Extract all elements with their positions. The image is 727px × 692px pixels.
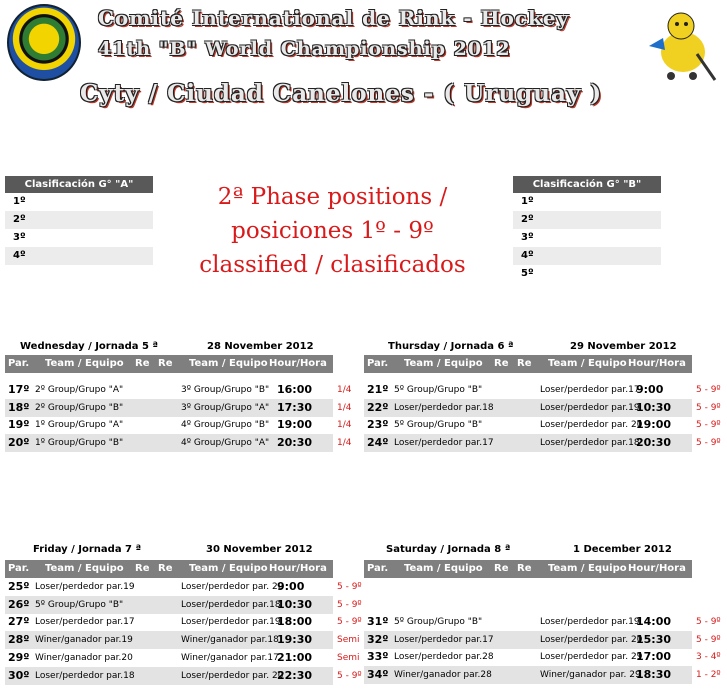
- match-row: [364, 631, 721, 649]
- phase-line-2: posiciones 1º - 9º: [231, 218, 434, 244]
- match-hour: 17:00: [636, 650, 672, 663]
- column-header: [5, 560, 333, 578]
- match-number: 20º: [8, 435, 30, 449]
- match-note: 1/4: [337, 437, 352, 448]
- match-note: 1/4: [337, 385, 352, 395]
- column-header: [364, 355, 692, 373]
- match-note: 3 - 4º: [696, 652, 721, 662]
- column-header: [364, 560, 692, 578]
- day-title: Wednesday / Jornada 5 ª: [20, 341, 159, 352]
- match-hour: 20:30: [636, 435, 672, 449]
- phase-line-3: classified / clasificados: [199, 252, 466, 278]
- day-date: 30 November 2012: [206, 544, 313, 555]
- match-hour: 9:00: [277, 580, 305, 593]
- group-a-row: 3º: [13, 232, 26, 243]
- day-date: 29 November 2012: [570, 341, 677, 352]
- match-hour: 18:00: [277, 615, 313, 629]
- col-par: Par.: [8, 563, 30, 574]
- col-hour: Hour/Hora: [628, 563, 686, 574]
- home-team: Loser/perdedor par.17: [394, 634, 494, 645]
- match-hour: 16:00: [277, 383, 313, 396]
- cirh-logo: [7, 4, 81, 81]
- match-number: 17º: [8, 383, 30, 396]
- home-team: 5º Group/Grupo "B": [35, 599, 124, 610]
- col-re: Re: [517, 358, 532, 369]
- match-hour: 19:00: [277, 418, 313, 431]
- group-b-row: 4º: [513, 247, 661, 265]
- group-a-standings: [5, 176, 153, 265]
- match-number: 32º: [367, 632, 389, 646]
- header-line-3: Cyty / Ciudad Canelones - ( Uruguay ): [80, 80, 603, 107]
- match-number: 23º: [367, 418, 389, 431]
- col-re: Re: [158, 563, 173, 574]
- match-number: 24º: [367, 435, 389, 449]
- match-hour: 18:30: [636, 667, 672, 681]
- col-team: Team / Equipo: [45, 358, 124, 369]
- match-row: [5, 578, 362, 596]
- match-note: 5 - 9º: [337, 582, 362, 592]
- col-par: Par.: [8, 358, 30, 369]
- home-team: Winer/ganador par.28: [394, 669, 492, 680]
- home-team: Loser/perdedor par.17: [35, 617, 135, 628]
- phase-caption: [180, 180, 485, 282]
- group-a-title: Clasificación G° "A": [5, 176, 153, 193]
- home-team: 1º Group/Grupo "B": [35, 437, 124, 448]
- home-team: 5º Group/Grupo "B": [394, 385, 483, 395]
- away-team: Loser/perdedor par.19: [181, 617, 281, 628]
- away-team: Winer/ganador par.17: [181, 652, 279, 663]
- day-title: Thursday / Jornada 6 ª: [388, 341, 514, 352]
- col-team: Team / Equipo: [548, 358, 627, 369]
- match-row: [5, 649, 360, 667]
- match-note: 5 - 9º: [696, 617, 721, 627]
- col-team: Team / Equipo: [548, 563, 627, 574]
- home-team: Loser/perdedor par.28: [394, 652, 494, 662]
- match-note: 5 - 9º: [337, 599, 362, 610]
- group-b-title: Clasificación G° "B": [513, 176, 661, 193]
- match-number: 18º: [8, 400, 30, 414]
- col-team: Team / Equipo: [404, 358, 483, 369]
- group-a-row: 2º: [5, 211, 153, 229]
- home-team: 2º Group/Grupo "B": [35, 402, 124, 413]
- away-team: Winer/ganador par. 29: [540, 669, 641, 680]
- match-number: 30º: [8, 668, 30, 682]
- away-team: Loser/perdedor par.19: [540, 402, 640, 413]
- match-row: [364, 613, 721, 631]
- day-title: Friday / Jornada 7 ª: [33, 544, 142, 555]
- group-b-row: 5º: [521, 268, 534, 279]
- match-hour: 9:00: [636, 383, 664, 396]
- col-hour: Hour/Hora: [628, 358, 686, 369]
- away-team: 3º Group/Grupo "A": [181, 402, 270, 413]
- home-team: Loser/perdedor par.17: [394, 437, 494, 448]
- col-par: Par.: [367, 358, 389, 369]
- group-b-row: 2º: [513, 211, 661, 229]
- col-hour: Hour/Hora: [269, 563, 327, 574]
- away-team: Loser/perdedor par. 20: [181, 670, 284, 681]
- away-team: Loser/perdedor par. 20: [181, 582, 284, 592]
- column-header: [5, 355, 333, 373]
- header-line-2: 41th "B" World Championship 2012: [98, 38, 511, 60]
- match-note: 5 - 9º: [696, 420, 721, 430]
- match-hour: 21:00: [277, 650, 313, 664]
- col-hour: Hour/Hora: [269, 358, 327, 369]
- home-team: Winer/ganador par.20: [35, 652, 133, 663]
- away-team: 3º Group/Grupo "B": [181, 385, 270, 395]
- match-number: 25º: [8, 580, 30, 593]
- match-row: [364, 434, 721, 452]
- day-date: 1 December 2012: [573, 544, 672, 555]
- day-title: Saturday / Jornada 8 ª: [386, 544, 511, 555]
- match-hour: 14:00: [636, 615, 672, 628]
- match-row: [5, 613, 362, 631]
- col-re: Re: [494, 358, 509, 369]
- match-number: 21º: [367, 383, 389, 396]
- match-note: 1 - 2º: [696, 669, 721, 680]
- away-team: Loser/perdedor par.18: [181, 599, 281, 610]
- group-a-row: 1º: [13, 196, 26, 207]
- home-team: 1º Group/Grupo "A": [35, 420, 124, 430]
- match-note: 1/4: [337, 402, 352, 413]
- match-note: 5 - 9º: [696, 402, 721, 413]
- match-hour: 22:30: [277, 668, 313, 682]
- away-team: Loser/perdedor par. 29: [540, 652, 643, 662]
- match-row: [5, 667, 362, 685]
- col-team: Team / Equipo: [404, 563, 483, 574]
- match-number: 27º: [8, 615, 30, 629]
- home-team: 5º Group/Grupo "B": [394, 617, 483, 627]
- match-number: 31º: [367, 615, 389, 628]
- match-row: [5, 596, 362, 614]
- match-hour: 20:30: [277, 435, 313, 449]
- match-note: 5 - 9º: [337, 670, 362, 681]
- home-team: Winer/ganador par.19: [35, 635, 133, 646]
- match-number: 34º: [367, 667, 389, 681]
- away-team: Loser/perdedor par.19: [540, 617, 640, 627]
- match-hour: 10:30: [636, 400, 672, 414]
- match-row: [364, 666, 721, 684]
- match-row: [364, 648, 721, 666]
- match-hour: 19:00: [636, 418, 672, 431]
- match-note: 5 - 9º: [696, 634, 721, 645]
- match-hour: 10:30: [277, 597, 313, 611]
- match-hour: 19:30: [277, 633, 313, 647]
- col-par: Par.: [367, 563, 389, 574]
- home-team: 5º Group/Grupo "B": [394, 420, 483, 430]
- header-line-1: Comité International de Rink - Hockey: [98, 6, 570, 30]
- home-team: Loser/perdedor par.19: [35, 582, 135, 592]
- col-team: Team / Equipo: [45, 563, 124, 574]
- match-row: [5, 399, 352, 417]
- away-team: Loser/perdedor par. 20: [540, 634, 643, 645]
- group-a-row: 4º: [5, 247, 153, 265]
- match-note: Semi: [337, 635, 360, 646]
- match-row: [5, 381, 352, 399]
- col-re: Re: [517, 563, 532, 574]
- match-hour: 15:30: [636, 632, 672, 646]
- match-note: 5 - 9º: [337, 617, 362, 628]
- match-hour: 17:30: [277, 400, 313, 414]
- home-team: Loser/perdedor par.18: [35, 670, 135, 681]
- match-number: 22º: [367, 400, 389, 414]
- group-b-row: 1º: [521, 196, 534, 207]
- col-re: Re: [135, 563, 150, 574]
- home-team: 2º Group/Grupo "A": [35, 385, 124, 395]
- col-re: Re: [494, 563, 509, 574]
- match-row: [5, 631, 360, 649]
- match-note: 1/4: [337, 420, 352, 430]
- col-team: Team / Equipo: [189, 358, 268, 369]
- away-team: 4º Group/Grupo "A": [181, 437, 270, 448]
- away-team: Winer/ganador par.18: [181, 635, 279, 646]
- group-b-row: 3º: [521, 232, 534, 243]
- match-note: Semi: [337, 652, 360, 663]
- col-re: Re: [158, 358, 173, 369]
- match-note: 5 - 9º: [696, 385, 721, 395]
- match-number: 19º: [8, 418, 30, 431]
- home-team: Loser/perdedor par.18: [394, 402, 494, 413]
- match-number: 33º: [367, 650, 389, 663]
- phase-line-1: 2ª Phase positions /: [217, 184, 448, 210]
- match-row: [364, 381, 721, 399]
- away-team: 4º Group/Grupo "B": [181, 420, 270, 430]
- away-team: Loser/perdedor par.18: [540, 437, 640, 448]
- col-re: Re: [135, 358, 150, 369]
- col-team: Team / Equipo: [189, 563, 268, 574]
- away-team: Loser/perdedor par. 20: [540, 420, 643, 430]
- match-row: [364, 399, 721, 417]
- mascot-logo: [641, 4, 721, 84]
- match-number: 26º: [8, 597, 30, 611]
- away-team: Loser/perdedor par.17: [540, 385, 640, 395]
- match-number: 28º: [8, 633, 30, 647]
- match-row: [5, 416, 352, 434]
- match-number: 29º: [8, 650, 30, 664]
- match-row: [5, 434, 352, 452]
- group-b-standings: [513, 176, 661, 283]
- match-row: [364, 416, 721, 434]
- day-date: 28 November 2012: [207, 341, 314, 352]
- match-note: 5 - 9º: [696, 437, 721, 448]
